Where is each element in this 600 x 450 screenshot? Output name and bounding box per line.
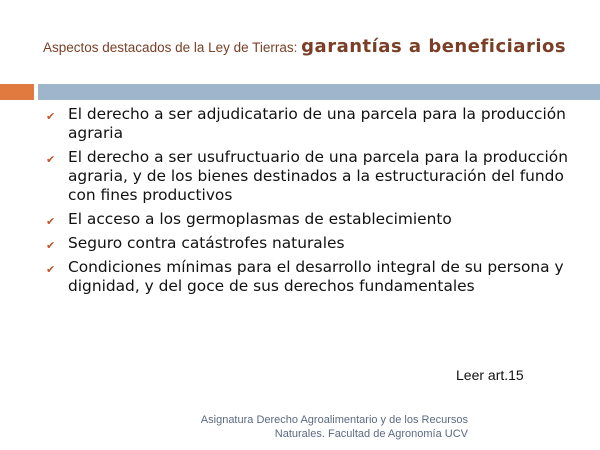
accent-bar-blue	[38, 84, 600, 100]
bullet-item	[46, 258, 576, 296]
checkmark-icon: ✔	[46, 239, 56, 252]
bullet-text: Condiciones mínimas para el desarrollo integral de su persona y dignidad, y del goce de sus derechos fundamentales	[68, 258, 564, 295]
bullet-text: El acceso a los germoplasmas de establecimiento	[68, 210, 452, 228]
bullet-text: Seguro contra catástrofes naturales	[68, 234, 345, 252]
reference-note: Leer art.15	[456, 367, 524, 383]
slide-title-emphasis: garantías a beneficiarios	[301, 36, 567, 57]
bullet-text: El derecho a ser usufructuario de una parcela para la producción agraria, y de los bienes destinados a la estructuración del fundo con fines productivos	[68, 148, 568, 204]
bullet-item	[46, 148, 576, 205]
bullet-item	[46, 210, 576, 229]
bullet-text: El derecho a ser adjudicatario de una parcela para la producción agraria	[68, 105, 566, 142]
footer-line-1: Asignatura Derecho Agroalimentario y de los Recursos	[200, 414, 468, 426]
slide-title	[43, 36, 566, 57]
bullet-item	[46, 105, 576, 143]
checkmark-icon: ✔	[46, 215, 56, 228]
slide-footer	[178, 413, 468, 441]
checkmark-icon: ✔	[46, 153, 56, 166]
slide-title-prefix: Aspectos destacados de la Ley de Tierras:	[43, 40, 302, 55]
bullet-item	[46, 234, 576, 253]
accent-bar-orange	[0, 84, 34, 100]
checkmark-icon: ✔	[46, 263, 56, 276]
checkmark-icon: ✔	[46, 110, 56, 123]
bullet-list	[46, 105, 576, 301]
footer-line-2: Naturales. Facultad de Agronomía UCV	[274, 428, 468, 440]
